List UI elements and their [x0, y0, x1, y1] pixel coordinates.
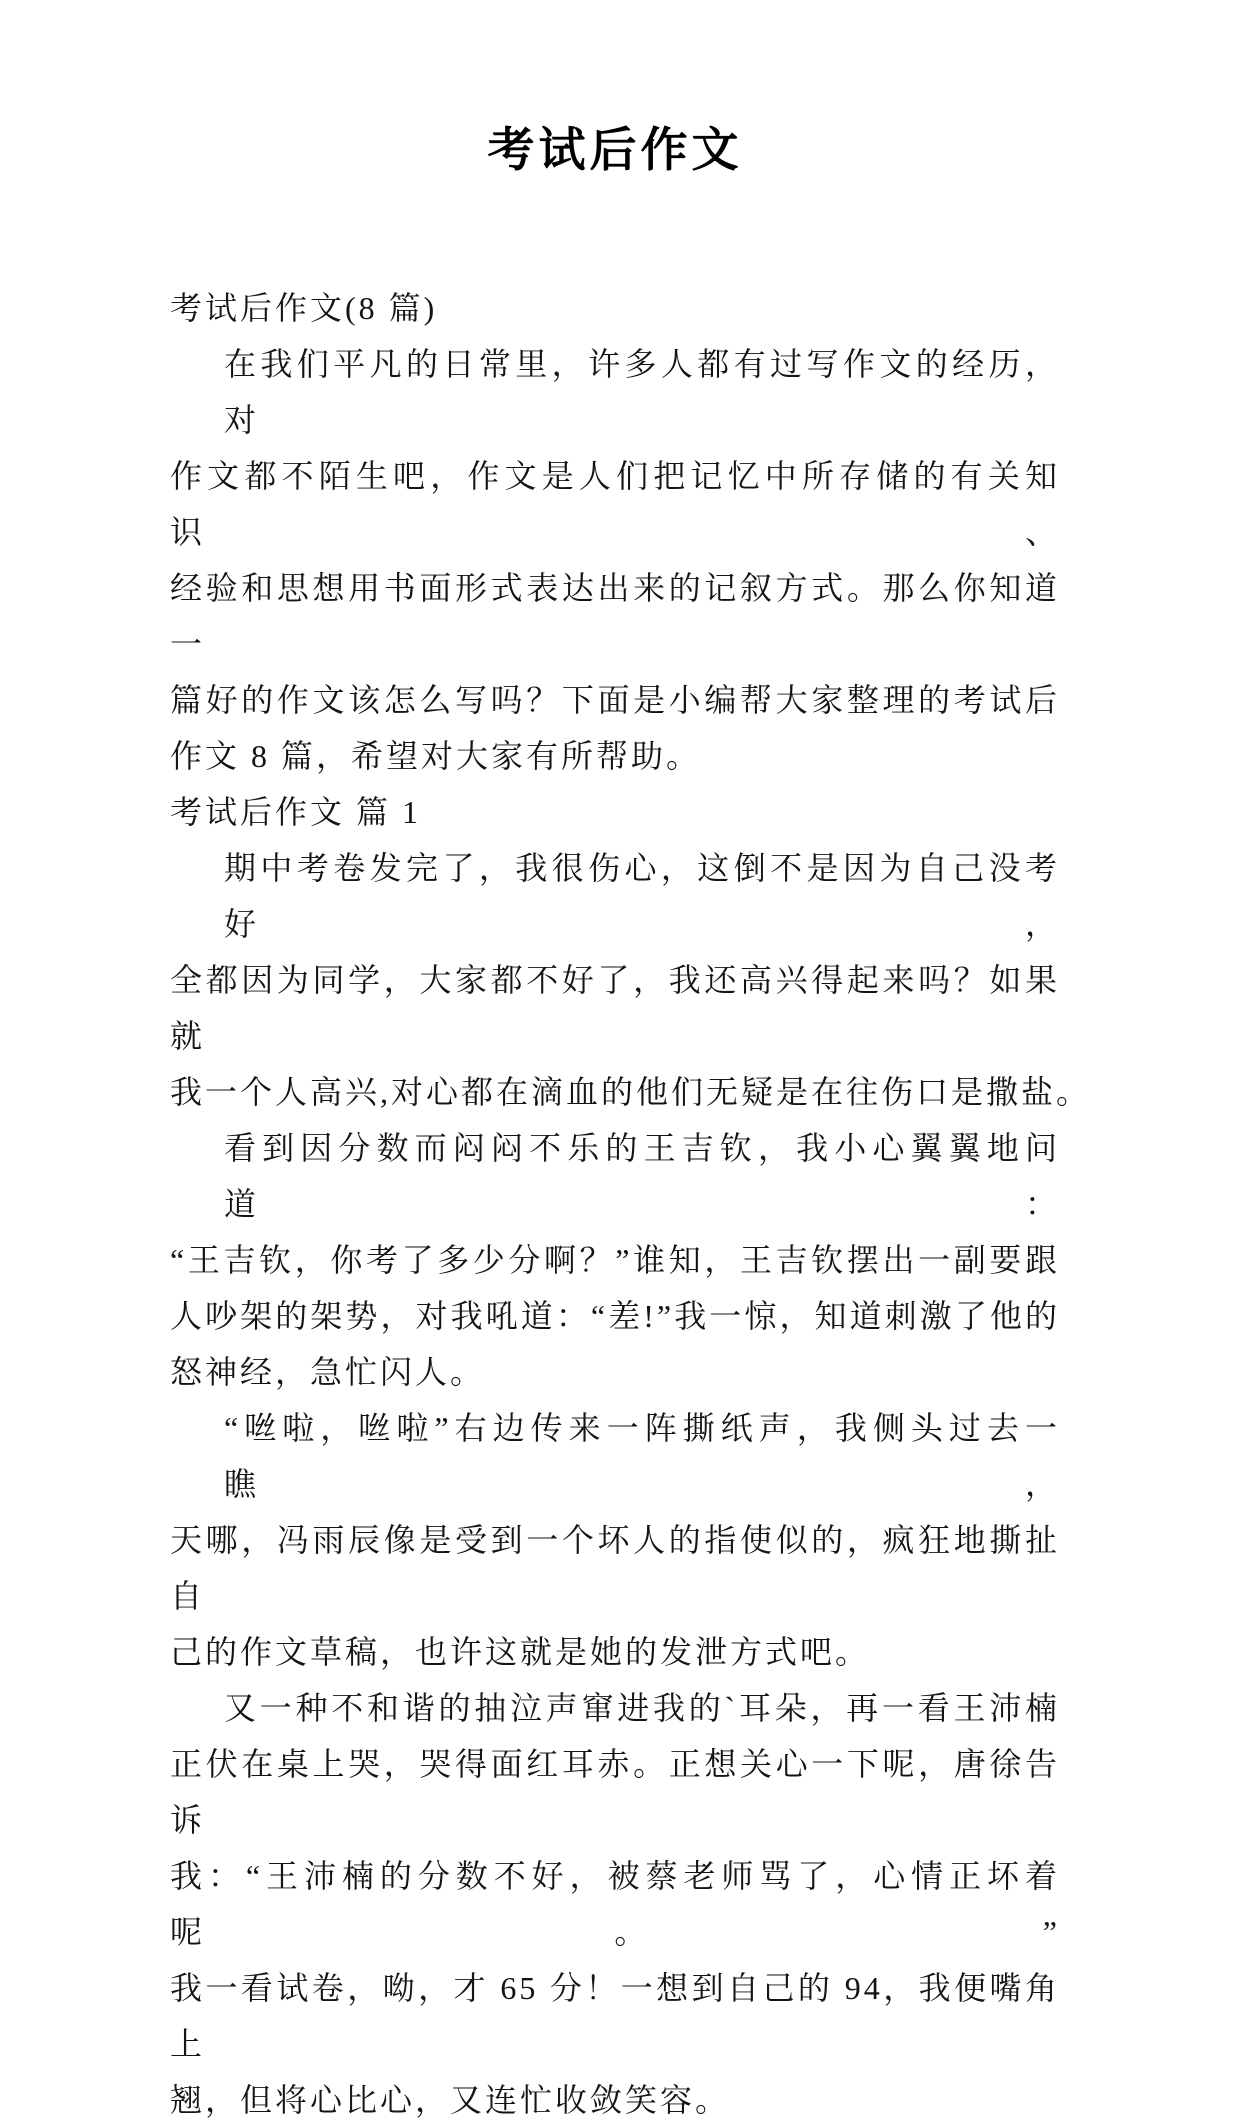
text-line: 篇好的作文该怎么写吗？下面是小编帮大家整理的考试后 — [170, 682, 1060, 718]
text-line: 作文都不陌生吧，作文是人们把记忆中所存储的有关知识、 — [170, 458, 1060, 550]
text-line: 翘，但将心比心，又连忙收敛笑容。 — [170, 2082, 731, 2118]
text-line: 考试后作文(8 篇) — [170, 290, 438, 326]
text-line: 看到因分数而闷闷不乐的王吉钦，我小心翼翼地问道： — [224, 1130, 1060, 1222]
paragraph — [170, 336, 1060, 784]
paragraph — [170, 1400, 1060, 1680]
document-body — [170, 280, 1092, 2128]
text-line: 经验和思想用书面形式表达出来的记叙方式。那么你知道一 — [170, 570, 1060, 662]
paragraph — [170, 1120, 1060, 1400]
section-heading — [170, 784, 1060, 840]
document-title: 考试后作文 — [487, 125, 743, 177]
text-line: 作文 8 篇，希望对大家有所帮助。 — [170, 738, 702, 774]
text-line: 我：“王沛楠的分数不好，被蔡老师骂了，心情正坏着呢。” — [170, 1858, 1060, 1950]
paragraph — [170, 1680, 1060, 2128]
text-line: 天哪，冯雨辰像是受到一个坏人的指使似的，疯狂地撕扯自 — [170, 1522, 1060, 1614]
text-line: 全都因为同学，大家都不好了，我还高兴得起来吗？如果就 — [170, 962, 1060, 1054]
text-line: 考试后作文 篇 1 — [170, 794, 422, 830]
text-line: 期中考卷发完了，我很伤心，这倒不是因为自己没考好， — [224, 850, 1060, 942]
text-line: 我一看试卷，呦，才 65 分！一想到自己的 94，我便嘴角上 — [170, 1970, 1060, 2062]
text-line: 己的作文草稿，也许这就是她的发泄方式吧。 — [170, 1634, 871, 1670]
text-line: 又一种不和谐的抽泣声窜进我的`耳朵，再一看王沛楠 — [224, 1690, 1060, 1726]
text-line: 在我们平凡的日常里，许多人都有过写作文的经历，对 — [224, 346, 1060, 438]
text-line: 正伏在桌上哭，哭得面红耳赤。正想关心一下呢，唐徐告诉 — [170, 1746, 1060, 1838]
text-line: “咝啦，咝啦”右边传来一阵撕纸声，我侧头过去一瞧， — [224, 1410, 1060, 1502]
paragraph — [170, 840, 1092, 1120]
subtitle — [170, 280, 1060, 336]
text-line: 人吵架的架势，对我吼道：“差!”我一惊，知道刺激了他的 — [170, 1298, 1060, 1334]
text-line: “王吉钦，你考了多少分啊？”谁知，王吉钦摆出一副要跟 — [170, 1242, 1060, 1278]
text-line: 怒神经，急忙闪人。 — [170, 1354, 486, 1390]
text-line: 我一个人高兴,对心都在滴血的他们无疑是在往伤口是撒盐。 — [170, 1074, 1092, 1110]
